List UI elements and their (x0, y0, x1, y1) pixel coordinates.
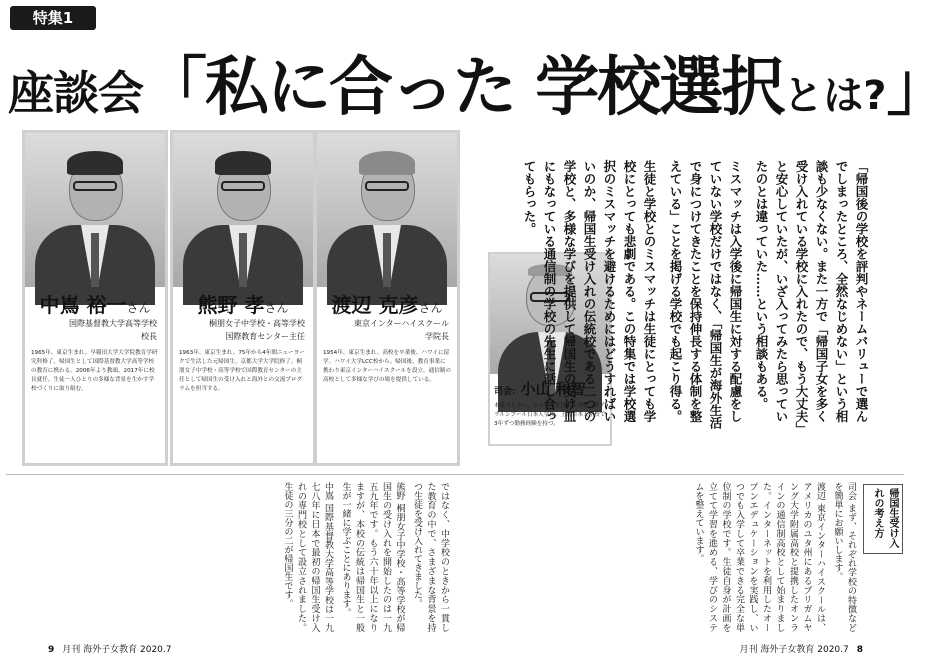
title-close-bracket: 」 (886, 51, 948, 125)
portrait-photo (173, 133, 313, 287)
participant-name: 渡辺 克彦さん (331, 293, 443, 317)
title-zadankai: 座談会 (8, 66, 143, 120)
body-column-left (30, 482, 450, 632)
lead-text (519, 160, 871, 430)
body-paragraph: 中嶌 国際基督教大学高等学校は一九七八年に日本で最初の帰国生受け入れの専門校として設立されました。生徒の三分の二が帰国生です。 (282, 482, 333, 632)
page-number: 9 (48, 645, 55, 655)
lead-paragraph: ミスマッチは入学後に帰国生に対する配慮をしていない学校だけではなく、「帰国生が海外生活で身につけてきたことを保持伸長する体制を整えている」ことを掲げる学校でも起こり得る。 (668, 160, 743, 429)
magazine-title: 月刊 海外子女教育 2020.7 (739, 645, 849, 655)
participant-bio: 1954年、東京生まれ。高校を卒業後、ハワイに留学。ハワイ大学LCC校から。帰国後、教育事業に携わり東京インターハイスクールを設立。通信制の高校として多様な学びの場を提供している。 (323, 350, 451, 383)
footer-right (740, 642, 871, 655)
participant-affiliation: 国際基督教大学高等学校 校長 (69, 319, 157, 341)
title-small: とは? (783, 73, 887, 119)
page-title (8, 36, 948, 125)
body-paragraph: ではなく、中学校のときから一貫した教育の中で、さまざまな背景を持つ生徒を受け入れてきました。 (412, 482, 449, 632)
page-number: 8 (856, 645, 863, 655)
participant-card-nakajima (22, 130, 168, 466)
participant-name: 中嶌 裕一さん (39, 293, 151, 317)
body-paragraph: 渡辺 東京インターハイスクールは、アメリカのユタ州にあるブリガムヤング大学附属高校と提携したオンラインの通信制高校として始まりました。インターネットを利用したオープンエデュケーションを実践し、いつでも入学して卒業できる完全な単位制の学校です。生徒自身が計画を立てて学習を進める、学びのシステムを整えています。 (693, 482, 825, 632)
lead-paragraph: 「帰国後の学校を評判やネームバリューで選んでしまったところ、全然なじめない」という相談も少なくない。また一方で「帰国子女を多く受け入れている学校に入れたので、もう大丈夫」と安心していたが、いざ入ってみたら思っていたのとは違っていた……という相談もある。 (754, 160, 869, 429)
body-paragraph: 熊野 桐朋女子中学校・高等学校が帰国生の受け入れを開始したのは一九五九年です。もう六十年以上になりますが、本校の伝統は帰国生と一般生が一緒に学ぶことにあります。 (340, 482, 405, 632)
participant-bio: 1965年、東京生まれ。早稲田大学大学院教育学研究科修了。帰国生として国際基督教大学高等学校の教育に携わる。2006年より教頭、2017年に校長就任。生徒一人ひとりの多様な背景を生かす学校づくりに取り組む。 (31, 350, 158, 392)
participant-affiliation: 東京インターハイスクール 学院長 (353, 319, 449, 341)
participant-bio: 1963年、東京生まれ。75年から4年間ニューヨークで生活した元帰国生。京都大学大学院修了。桐朋女子中学校・高等学校で国際教育センターの主任として帰国生の受け入れと海外との交流プログラムを担当する。 (179, 350, 305, 392)
title-main: 「私に合った 学校選択 (143, 51, 784, 125)
body-column-right (467, 482, 857, 632)
magazine-title: 月刊 海外子女教育 2020.7 (62, 645, 172, 655)
portrait-photo (25, 133, 165, 287)
participant-affiliation: 桐朋女子中学校・高等学校 国際教育センター主任 (209, 319, 305, 341)
section-subheading: 帰国生受け入れの考え方 (863, 484, 903, 554)
participant-card-watanabe (314, 130, 460, 466)
moderator-name: 司会: 小山 和智 (494, 380, 586, 398)
footer-left (40, 642, 171, 655)
lead-paragraph: 生徒と学校とのミスマッチは生徒にとっても学校にとっても悲劇である。この特集では学校選択のミスマッチを避けるためにはどうすればいいのか、帰国生受け入れの伝統校である二つの学校と、多様な学びを提供して帰国生の受け皿にもなっている通信制の学校の先生に話し合ってもらった。 (522, 160, 657, 423)
participant-card-kumano (170, 130, 316, 466)
moderator-bio: 本誌ライター。ジャカルタ日本人学校、クアラルンプール日本人学校、上海日本人学校で3年ずつ勤務経験を持つ。 (494, 403, 606, 427)
feature-tag: 特集1 (10, 6, 96, 30)
portrait-photo (317, 133, 457, 287)
section-divider (6, 474, 904, 475)
participant-name: 熊野 孝さん (197, 293, 289, 317)
body-paragraph: 司会 まず、それぞれ学校の特徴などを簡単にお願いします。 (832, 482, 856, 632)
